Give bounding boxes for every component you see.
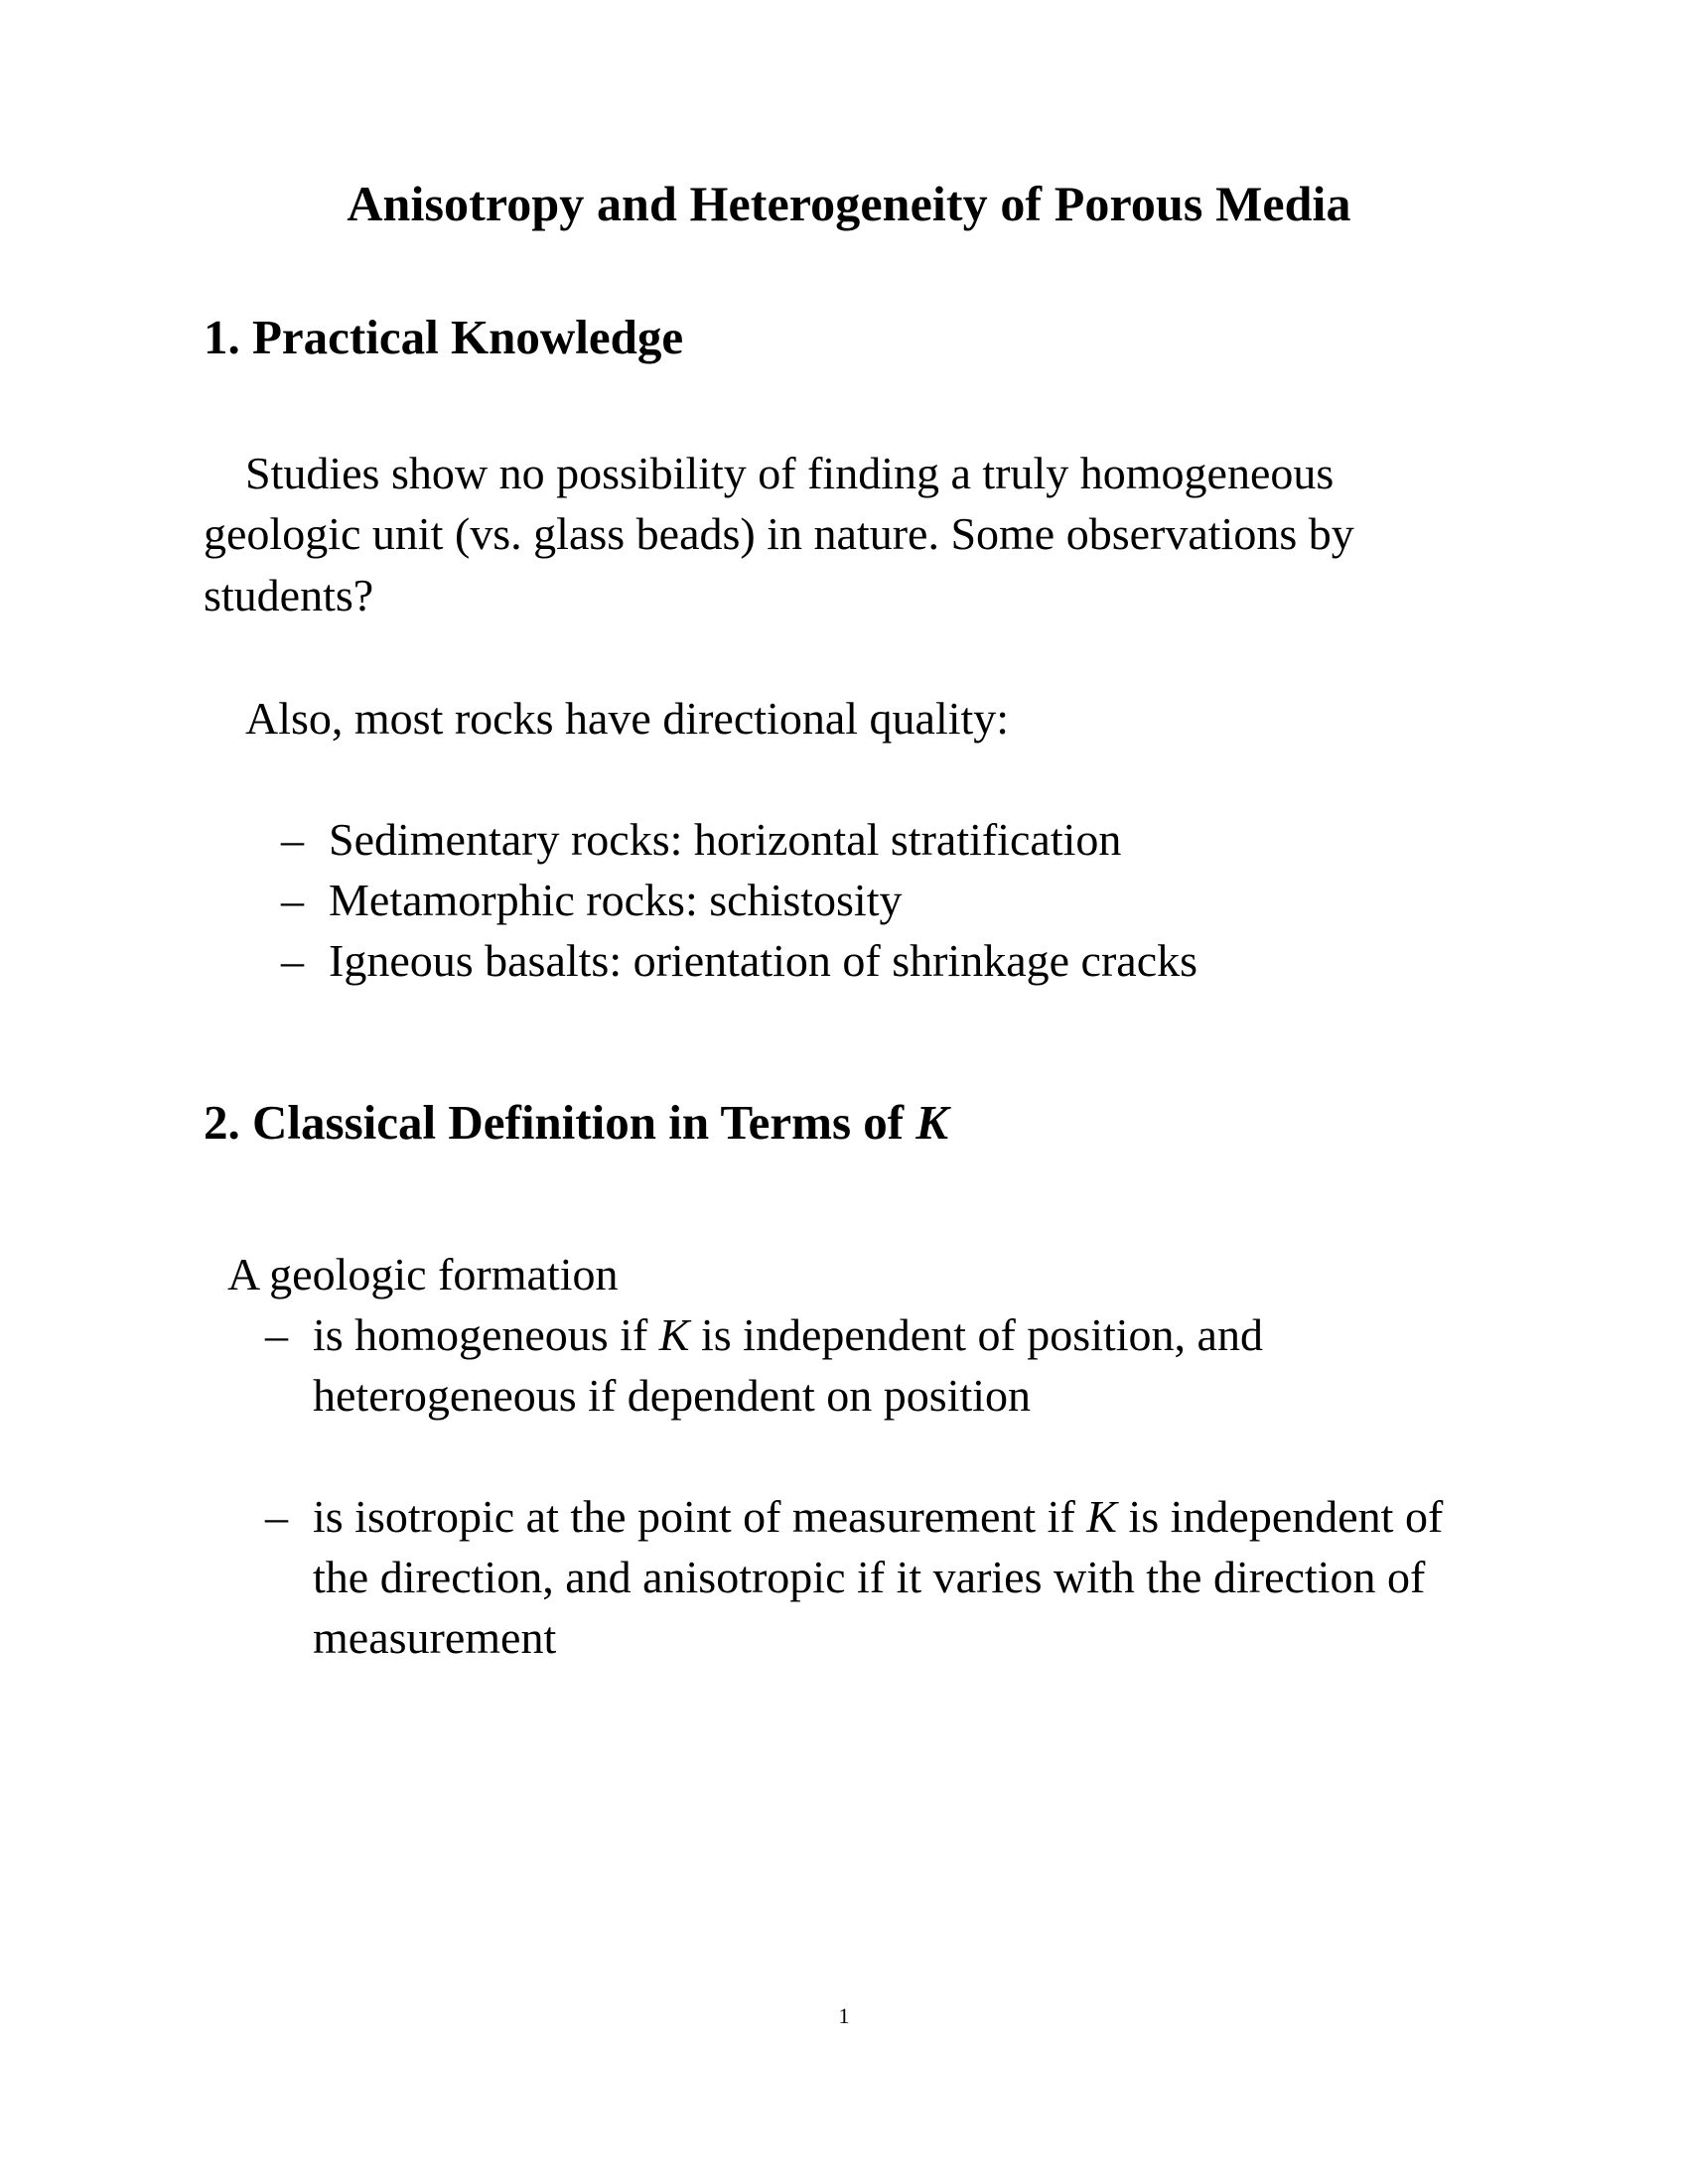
list-item-label: Sedimentary rocks: horizontal stratification bbox=[329, 814, 1122, 866]
document-content bbox=[204, 174, 1494, 1668]
definition-symbol: K bbox=[658, 1308, 690, 1360]
list-item bbox=[281, 931, 1494, 992]
definition-symbol: K bbox=[1086, 1491, 1117, 1543]
spacer bbox=[204, 626, 1494, 688]
definition-text-b: is independent of position, and heterogeneous if dependent on position bbox=[313, 1308, 1263, 1421]
spacer bbox=[204, 749, 1494, 810]
section-heading-2-symbol: K bbox=[915, 1095, 949, 1151]
section-heading-2 bbox=[204, 1094, 1494, 1153]
list-item-label bbox=[313, 1309, 1263, 1421]
spacer bbox=[204, 233, 1494, 309]
spacer bbox=[204, 991, 1494, 1094]
list-item bbox=[281, 871, 1494, 931]
definition-text-a: is homogeneous if bbox=[313, 1308, 659, 1360]
definition-text-a: is isotropic at the point of measurement if bbox=[313, 1491, 1087, 1543]
list-item-label: Metamorphic rocks: schistosity bbox=[329, 875, 903, 926]
page-title: Anisotropy and Heterogeneity of Porous Media bbox=[347, 176, 1351, 231]
section-1-paragraph-2: Also, most rocks have directional quality: bbox=[245, 692, 1010, 744]
spacer bbox=[204, 367, 1494, 443]
list-item-label bbox=[313, 1491, 1443, 1662]
dash-bullet-icon: – bbox=[265, 1491, 288, 1543]
dash-bullet-icon: – bbox=[281, 934, 304, 986]
section-heading-2-text: 2. Classical Definition in Terms of bbox=[204, 1095, 916, 1151]
dash-bullet-icon: – bbox=[281, 814, 304, 866]
section-1-paragraph-1: Studies show no possibility of finding a truly homogeneous geologic unit (vs. glass beads) in nature. Some observations by students? bbox=[204, 447, 1354, 621]
section-2-lead-in: A geologic formation bbox=[227, 1249, 619, 1300]
dash-bullet-icon: – bbox=[265, 1308, 288, 1360]
list-item bbox=[265, 1487, 1494, 1668]
list-item bbox=[265, 1305, 1494, 1426]
page-number: 1 bbox=[838, 2003, 850, 2028]
spacer bbox=[204, 1153, 1494, 1244]
section-heading-1: 1. Practical Knowledge bbox=[204, 310, 684, 364]
list-item-label: Igneous basalts: orientation of shrinkage cracks bbox=[329, 934, 1198, 986]
definition-text-b: is independent of the direction, and anisotropic if it varies with the direction of measurement bbox=[313, 1491, 1444, 1663]
definition-list bbox=[265, 1305, 1494, 1669]
dash-bullet-icon: – bbox=[281, 875, 304, 926]
rock-type-list bbox=[281, 810, 1494, 991]
list-item bbox=[281, 810, 1494, 871]
